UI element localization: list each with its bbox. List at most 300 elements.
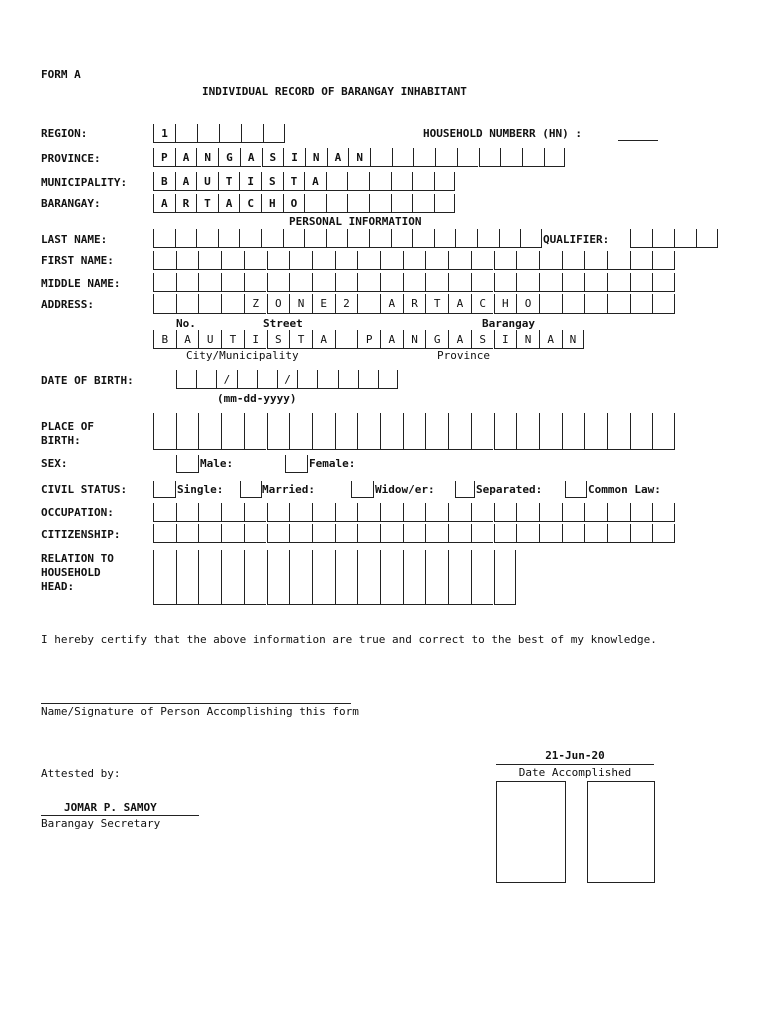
letter-cell[interactable]: [244, 503, 267, 522]
civil-status-label: CIVIL STATUS:: [41, 483, 128, 496]
letter-cell[interactable]: [335, 550, 358, 605]
letter-cell[interactable]: P: [357, 330, 380, 349]
letter-cell[interactable]: [221, 294, 244, 314]
letter-cell[interactable]: [607, 251, 630, 270]
letter-cell[interactable]: N: [562, 330, 585, 349]
letter-cell[interactable]: [304, 194, 326, 213]
date-format-caption: (mm-dd-yyyy): [217, 392, 297, 405]
letter-cell[interactable]: [335, 273, 358, 292]
letter-cell[interactable]: [607, 294, 630, 314]
common-law-option-label: Common Law:: [588, 483, 661, 496]
letter-cell[interactable]: [471, 550, 494, 605]
letter-cell[interactable]: O: [283, 194, 305, 213]
letter-cell[interactable]: [562, 251, 585, 270]
letter-cell[interactable]: [153, 229, 175, 248]
letter-cell[interactable]: 2: [335, 294, 358, 314]
common-law-checkbox[interactable]: [565, 481, 587, 498]
letter-cell[interactable]: [267, 550, 290, 605]
letter-cell[interactable]: [520, 229, 542, 248]
letter-cell[interactable]: [403, 524, 426, 543]
thumbmark-box-right[interactable]: [587, 781, 655, 883]
letter-cell[interactable]: B: [153, 172, 175, 191]
letter-cell[interactable]: [153, 413, 176, 450]
letter-cell[interactable]: [425, 251, 448, 270]
letter-cell[interactable]: [357, 550, 380, 605]
letter-cell[interactable]: [425, 413, 448, 450]
letter-cell[interactable]: [289, 524, 312, 543]
letter-cell[interactable]: A: [153, 194, 175, 213]
letter-cell[interactable]: [584, 251, 607, 270]
letter-cell[interactable]: [335, 251, 358, 270]
date-accomplished-caption: Date Accomplished: [518, 766, 632, 779]
letter-cell[interactable]: [244, 550, 267, 605]
letter-cell[interactable]: [457, 148, 479, 167]
household-number-field[interactable]: [618, 140, 658, 141]
letter-cell[interactable]: [494, 413, 517, 450]
married-option-label: Married:: [262, 483, 315, 496]
letter-cell[interactable]: T: [289, 330, 312, 349]
letter-cell[interactable]: [244, 413, 267, 450]
letter-cell[interactable]: [696, 229, 718, 248]
letter-cell[interactable]: N: [305, 148, 327, 167]
letter-cell[interactable]: O: [516, 294, 539, 314]
letter-cell[interactable]: [335, 524, 358, 543]
letter-cell[interactable]: [584, 524, 607, 543]
letter-cell[interactable]: [477, 229, 499, 248]
letter-cell[interactable]: [652, 273, 675, 292]
letter-cell[interactable]: [403, 251, 426, 270]
letter-cell[interactable]: R: [175, 194, 197, 213]
address-label: ADDRESS:: [41, 298, 94, 311]
letter-cell[interactable]: [357, 524, 380, 543]
address-barangay-caption: Barangay: [482, 317, 535, 330]
letter-cell[interactable]: A: [240, 148, 262, 167]
letter-cell[interactable]: [652, 503, 675, 522]
letter-cell[interactable]: [237, 370, 257, 389]
occupation-label: OCCUPATION:: [41, 506, 114, 519]
letter-cell[interactable]: [412, 229, 434, 248]
letter-cell[interactable]: [153, 550, 176, 605]
region-label: REGION:: [41, 127, 88, 140]
letter-cell[interactable]: [347, 172, 369, 191]
letter-cell[interactable]: [289, 251, 312, 270]
letter-cell[interactable]: [153, 524, 176, 543]
letter-cell[interactable]: [261, 229, 283, 248]
letter-cell[interactable]: [434, 194, 456, 213]
letter-cell[interactable]: [516, 503, 539, 522]
letter-cell[interactable]: [630, 273, 653, 292]
letter-cell[interactable]: [289, 273, 312, 292]
letter-cell[interactable]: [425, 550, 448, 605]
municipality-label: MUNICIPALITY:: [41, 176, 128, 189]
letter-cell[interactable]: [539, 251, 562, 270]
letter-cell[interactable]: [176, 413, 199, 450]
letter-cell[interactable]: [652, 524, 675, 543]
letter-cell[interactable]: [221, 273, 244, 292]
letter-cell[interactable]: [221, 251, 244, 270]
letter-cell[interactable]: [153, 251, 176, 270]
letter-cell[interactable]: [289, 550, 312, 605]
letter-cell[interactable]: [267, 524, 290, 543]
letter-cell[interactable]: [153, 503, 176, 522]
letter-cell[interactable]: T: [425, 294, 448, 314]
letter-cell[interactable]: [516, 413, 539, 450]
letter-cell[interactable]: [221, 524, 244, 543]
letter-cell[interactable]: [494, 550, 517, 605]
separated-checkbox[interactable]: [455, 481, 475, 498]
thumbmark-box-left[interactable]: [496, 781, 566, 883]
letter-cell[interactable]: I: [283, 148, 305, 167]
signature-line[interactable]: [41, 703, 351, 704]
letter-cell[interactable]: [176, 273, 199, 292]
letter-cell[interactable]: [198, 294, 221, 314]
letter-cell[interactable]: [176, 370, 196, 389]
letter-cell[interactable]: [312, 413, 335, 450]
letter-cell[interactable]: [267, 413, 290, 450]
letter-cell[interactable]: [175, 124, 197, 143]
signature-caption: Name/Signature of Person Accomplishing this form: [41, 705, 359, 718]
form-label: FORM A: [41, 68, 81, 81]
letter-cell[interactable]: [392, 148, 414, 167]
letter-cell[interactable]: [471, 503, 494, 522]
letter-cell[interactable]: [584, 413, 607, 450]
letter-cell[interactable]: [378, 370, 398, 389]
letter-cell[interactable]: U: [196, 172, 218, 191]
letter-cell[interactable]: [448, 251, 471, 270]
letter-cell[interactable]: T: [221, 330, 244, 349]
letter-cell[interactable]: Z: [244, 294, 267, 314]
letter-cell[interactable]: [283, 229, 305, 248]
letter-cell[interactable]: [263, 124, 285, 143]
letter-cell[interactable]: [380, 503, 403, 522]
letter-cell[interactable]: S: [261, 172, 283, 191]
letter-cell[interactable]: /: [216, 370, 236, 389]
letter-cell[interactable]: [425, 503, 448, 522]
letter-cell[interactable]: [241, 124, 263, 143]
letter-cell[interactable]: /: [277, 370, 297, 389]
letter-cell[interactable]: [391, 194, 413, 213]
letter-cell[interactable]: [312, 251, 335, 270]
widower-checkbox[interactable]: [351, 481, 374, 498]
letter-cell[interactable]: [674, 229, 696, 248]
letter-cell[interactable]: A: [312, 330, 335, 349]
letter-cell[interactable]: [562, 294, 585, 314]
letter-cell[interactable]: [434, 229, 456, 248]
letter-cell[interactable]: [499, 229, 521, 248]
letter-cell[interactable]: [652, 229, 674, 248]
letter-cell[interactable]: [584, 273, 607, 292]
letter-cell[interactable]: A: [175, 148, 197, 167]
single-option-label: Single:: [177, 483, 224, 496]
letter-cell[interactable]: [630, 229, 652, 248]
letter-cell[interactable]: [630, 503, 653, 522]
letter-cell[interactable]: [197, 124, 219, 143]
letter-cell[interactable]: [196, 370, 216, 389]
letter-cell[interactable]: [244, 251, 267, 270]
letter-cell[interactable]: [539, 503, 562, 522]
male-checkbox[interactable]: [176, 455, 199, 473]
letter-cell[interactable]: U: [198, 330, 221, 349]
letter-cell[interactable]: [289, 413, 312, 450]
letter-cell[interactable]: C: [471, 294, 494, 314]
letter-cell[interactable]: A: [448, 294, 471, 314]
letter-cell[interactable]: [562, 524, 585, 543]
letter-cell[interactable]: [448, 503, 471, 522]
letter-cell[interactable]: [198, 503, 221, 522]
barangay-label: BARANGAY:: [41, 197, 101, 210]
letter-cell[interactable]: [267, 251, 290, 270]
letter-cell[interactable]: [544, 148, 566, 167]
letter-cell[interactable]: [357, 294, 380, 314]
address-no-caption: No.: [176, 317, 196, 330]
letter-cell[interactable]: [516, 273, 539, 292]
letter-cell[interactable]: G: [218, 148, 240, 167]
letter-cell[interactable]: [652, 294, 675, 314]
household-number-label: HOUSEHOLD NUMBERR (HN) :: [423, 127, 582, 140]
letter-cell[interactable]: [630, 413, 653, 450]
letter-cell[interactable]: [630, 251, 653, 270]
letter-cell[interactable]: [607, 413, 630, 450]
letter-cell[interactable]: [584, 294, 607, 314]
letter-cell[interactable]: [198, 251, 221, 270]
letter-cell[interactable]: [380, 251, 403, 270]
letter-cell[interactable]: [219, 124, 241, 143]
letter-cell[interactable]: P: [153, 148, 175, 167]
letter-cell[interactable]: [413, 148, 435, 167]
letter-cell[interactable]: A: [380, 330, 403, 349]
letter-cell[interactable]: [448, 413, 471, 450]
letter-cell[interactable]: [304, 229, 326, 248]
letter-cell[interactable]: [369, 194, 391, 213]
letter-cell[interactable]: [358, 370, 378, 389]
letter-cell[interactable]: [562, 413, 585, 450]
letter-cell[interactable]: [347, 229, 369, 248]
letter-cell[interactable]: [412, 194, 434, 213]
letter-cell[interactable]: [312, 273, 335, 292]
letter-cell[interactable]: A: [448, 330, 471, 349]
letter-cell[interactable]: [380, 550, 403, 605]
letter-cell[interactable]: [176, 524, 199, 543]
letter-cell[interactable]: A: [175, 172, 197, 191]
letter-cell[interactable]: [312, 503, 335, 522]
letter-cell[interactable]: [562, 273, 585, 292]
letter-cell[interactable]: [448, 524, 471, 543]
letter-cell[interactable]: [448, 273, 471, 292]
letter-cell[interactable]: [369, 172, 391, 191]
letter-cell[interactable]: [380, 524, 403, 543]
letter-cell[interactable]: [335, 330, 358, 349]
letter-cell[interactable]: [435, 148, 457, 167]
letter-cell[interactable]: [357, 503, 380, 522]
letter-cell[interactable]: [357, 251, 380, 270]
letter-cell[interactable]: A: [176, 330, 199, 349]
letter-cell[interactable]: [153, 273, 176, 292]
letter-cell[interactable]: [403, 273, 426, 292]
letter-cell[interactable]: [494, 503, 517, 522]
letter-cell[interactable]: [494, 524, 517, 543]
last-name-label: LAST NAME:: [41, 233, 108, 246]
letter-cell[interactable]: [607, 273, 630, 292]
letter-cell[interactable]: N: [196, 148, 218, 167]
letter-cell[interactable]: [175, 229, 197, 248]
first-name-label: FIRST NAME:: [41, 254, 114, 267]
letter-cell[interactable]: [391, 229, 413, 248]
letter-cell[interactable]: [347, 194, 369, 213]
letter-cell[interactable]: [630, 524, 653, 543]
letter-cell[interactable]: [403, 550, 426, 605]
letter-cell[interactable]: [425, 273, 448, 292]
letter-cell[interactable]: N: [289, 294, 312, 314]
letter-cell[interactable]: [357, 413, 380, 450]
letter-cell[interactable]: [607, 524, 630, 543]
letter-cell[interactable]: [326, 194, 348, 213]
letter-cell[interactable]: A: [539, 330, 562, 349]
letter-cell[interactable]: [479, 148, 501, 167]
letter-cell[interactable]: [317, 370, 337, 389]
letter-cell[interactable]: [221, 413, 244, 450]
letter-cell[interactable]: [221, 550, 244, 605]
letter-cell[interactable]: [312, 524, 335, 543]
letter-cell[interactable]: [539, 273, 562, 292]
letter-cell[interactable]: [326, 229, 348, 248]
letter-cell[interactable]: A: [380, 294, 403, 314]
letter-cell[interactable]: [198, 413, 221, 450]
letter-cell[interactable]: [239, 229, 261, 248]
letter-cell[interactable]: [176, 251, 199, 270]
date-accomplished-line: [496, 764, 654, 765]
letter-cell[interactable]: [516, 251, 539, 270]
letter-cell[interactable]: A: [304, 172, 326, 191]
letter-cell[interactable]: [335, 503, 358, 522]
letter-cell[interactable]: [562, 503, 585, 522]
letter-cell[interactable]: [652, 251, 675, 270]
letter-cell[interactable]: [471, 413, 494, 450]
letter-cell[interactable]: [630, 294, 653, 314]
letter-cell[interactable]: [297, 370, 317, 389]
letter-cell[interactable]: [522, 148, 544, 167]
sex-label: SEX:: [41, 457, 68, 470]
letter-cell[interactable]: T: [218, 172, 240, 191]
letter-cell[interactable]: N: [403, 330, 426, 349]
widower-option-label: Widow/er:: [375, 483, 435, 496]
letter-cell[interactable]: [471, 273, 494, 292]
letter-cell[interactable]: [380, 413, 403, 450]
letter-cell[interactable]: [369, 229, 391, 248]
letter-cell[interactable]: [289, 503, 312, 522]
letter-cell[interactable]: T: [196, 194, 218, 213]
letter-cell[interactable]: 1: [153, 124, 175, 143]
letter-cell[interactable]: [312, 550, 335, 605]
form-title: INDIVIDUAL RECORD OF BARANGAY INHABITANT: [202, 85, 467, 98]
letter-cell[interactable]: [434, 172, 456, 191]
place-of-birth-label: PLACE OF BIRTH:: [41, 420, 94, 447]
letter-cell[interactable]: O: [267, 294, 290, 314]
letter-cell[interactable]: [326, 172, 348, 191]
letter-cell[interactable]: N: [516, 330, 539, 349]
letter-cell[interactable]: [221, 503, 244, 522]
letter-cell[interactable]: [471, 524, 494, 543]
letter-cell[interactable]: [607, 503, 630, 522]
attested-by-label: Attested by:: [41, 767, 121, 780]
female-checkbox[interactable]: [285, 455, 308, 473]
section-heading: PERSONAL INFORMATION: [289, 215, 422, 228]
letter-cell[interactable]: [257, 370, 277, 389]
letter-cell[interactable]: [176, 294, 199, 314]
letter-cell[interactable]: [539, 294, 562, 314]
letter-cell[interactable]: I: [239, 172, 261, 191]
letter-cell[interactable]: A: [218, 194, 240, 213]
letter-cell[interactable]: N: [348, 148, 370, 167]
address-province-caption: Province: [437, 349, 490, 362]
married-checkbox[interactable]: [240, 481, 262, 498]
letter-cell[interactable]: [584, 503, 607, 522]
province-label: PROVINCE:: [41, 152, 101, 165]
letter-cell[interactable]: [176, 550, 199, 605]
letter-cell[interactable]: E: [312, 294, 335, 314]
letter-cell[interactable]: C: [239, 194, 261, 213]
letter-cell[interactable]: [370, 148, 392, 167]
letter-cell[interactable]: H: [494, 294, 517, 314]
letter-cell[interactable]: [391, 172, 413, 191]
letter-cell[interactable]: [335, 413, 358, 450]
letter-cell[interactable]: [425, 524, 448, 543]
letter-cell[interactable]: A: [327, 148, 349, 167]
letter-cell[interactable]: [448, 550, 471, 605]
letter-cell[interactable]: [494, 251, 517, 270]
letter-cell[interactable]: B: [153, 330, 176, 349]
letter-cell[interactable]: G: [425, 330, 448, 349]
letter-cell[interactable]: S: [471, 330, 494, 349]
letter-cell[interactable]: [267, 503, 290, 522]
letter-cell[interactable]: [652, 413, 675, 450]
letter-cell[interactable]: [357, 273, 380, 292]
letter-cell[interactable]: S: [262, 148, 284, 167]
letter-cell[interactable]: [244, 273, 267, 292]
letter-cell[interactable]: [198, 273, 221, 292]
address-city-caption: City/Municipality: [186, 349, 299, 362]
letter-cell[interactable]: T: [283, 172, 305, 191]
letter-cell[interactable]: [412, 172, 434, 191]
letter-cell[interactable]: [516, 524, 539, 543]
letter-cell[interactable]: [244, 524, 267, 543]
single-checkbox[interactable]: [153, 481, 176, 498]
letter-cell[interactable]: I: [494, 330, 517, 349]
letter-cell[interactable]: [176, 503, 199, 522]
letter-cell[interactable]: [403, 503, 426, 522]
letter-cell[interactable]: [218, 229, 240, 248]
letter-cell[interactable]: R: [403, 294, 426, 314]
letter-cell[interactable]: [198, 550, 221, 605]
letter-cell[interactable]: H: [261, 194, 283, 213]
letter-cell[interactable]: [403, 413, 426, 450]
letter-cell[interactable]: [539, 413, 562, 450]
letter-cell[interactable]: [267, 273, 290, 292]
letter-cell[interactable]: [471, 251, 494, 270]
letter-cell[interactable]: S: [267, 330, 290, 349]
letter-cell[interactable]: [380, 273, 403, 292]
letter-cell[interactable]: [196, 229, 218, 248]
letter-cell[interactable]: [494, 273, 517, 292]
letter-cell[interactable]: I: [244, 330, 267, 349]
letter-cell[interactable]: [338, 370, 358, 389]
letter-cell[interactable]: [198, 524, 221, 543]
letter-cell[interactable]: [455, 229, 477, 248]
letter-cell[interactable]: [500, 148, 522, 167]
letter-cell[interactable]: [539, 524, 562, 543]
certification-text: I hereby certify that the above information are true and correct to the best of my knowledge.: [41, 633, 657, 646]
letter-cell[interactable]: [153, 294, 176, 314]
qualifier-label: QUALIFIER:: [543, 233, 610, 246]
